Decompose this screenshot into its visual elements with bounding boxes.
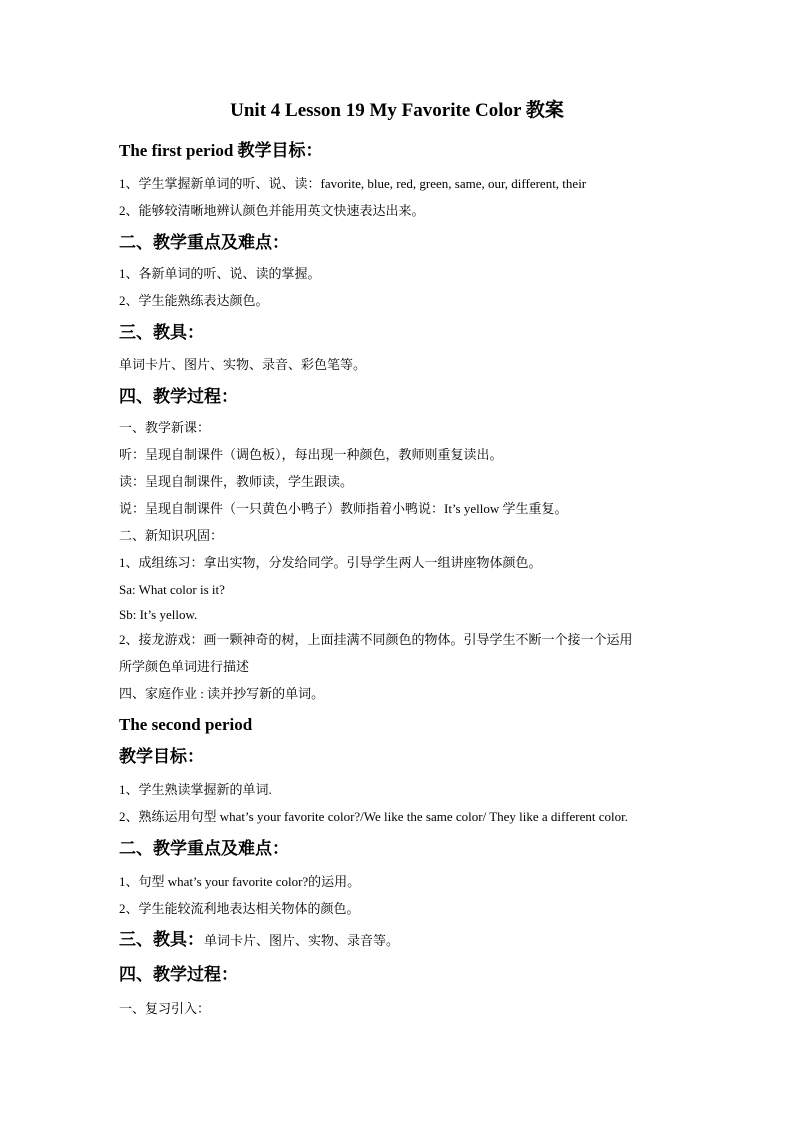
- second-period-heading: The second period: [119, 715, 253, 734]
- second-period-key-points-heading: 二、教学重点及难点：: [119, 839, 289, 858]
- consolidation-heading: 二、新知识巩固：: [119, 528, 224, 543]
- group-practice: 1、成组练习：拿出实物，分发给同学。引导学生两人一组讲座物体颜色。: [119, 555, 542, 570]
- first-period-key-point-2: 2、学生能熟练表达颜色。: [119, 293, 269, 308]
- second-period-process-heading: 四、教学过程：: [119, 965, 238, 984]
- dialogue-line-sb: Sb: It’s yellow.: [119, 607, 198, 622]
- listen-step: 听：呈现自制课件（调色板），每出现一种颜色，教师则重复读出。: [119, 447, 503, 462]
- first-period-tools-heading: 三、教具：: [119, 323, 204, 342]
- homework-line: 四、家庭作业 : 读并抄写新的单词。: [119, 686, 325, 701]
- first-period-goal-1: 1、学生掌握新单词的听、说、读：favorite, blue, red, green, same, our, different, their: [119, 176, 587, 191]
- chain-game-line-2: 所学颜色单词进行描述: [119, 659, 250, 674]
- first-period-tools-text: 单词卡片、图片、实物、录音、彩色笔等。: [119, 357, 367, 372]
- second-period-goal-2: 2、熟练运用句型 what’s your favorite color?/We like the same color/ They like a different color.: [119, 809, 628, 824]
- chain-game-line-1: 2、接龙游戏：画一颗神奇的树，上面挂满不同颜色的物体。引导学生不断一个接一个运用: [119, 632, 633, 647]
- second-period-tools-text: 单词卡片、图片、实物、录音等。: [204, 934, 400, 949]
- second-period-key-point-1: 1、句型 what’s your favorite color?的运用。: [119, 874, 361, 889]
- second-period-key-point-2: 2、学生能较流利地表达相关物体的颜色。: [119, 901, 360, 916]
- second-period-tools-heading: 三、教具：: [119, 930, 204, 950]
- first-period-process-heading: 四、教学过程：: [119, 387, 238, 406]
- review-intro-heading: 一、复习引入：: [119, 1001, 211, 1016]
- first-period-heading: The first period 教学目标：: [119, 141, 323, 160]
- read-step: 读：呈现自制课件，教师读，学生跟读。: [119, 474, 354, 489]
- document-title: Unit 4 Lesson 19 My Favorite Color 教案: [230, 100, 564, 121]
- second-period-goal-1: 1、学生熟读掌握新的单词.: [119, 782, 272, 797]
- second-period-tools-line: [119, 932, 399, 949]
- new-lesson-heading: 一、教学新课：: [119, 420, 211, 435]
- dialogue-line-sa: Sa: What color is it?: [119, 582, 225, 597]
- first-period-key-points-heading: 二、教学重点及难点：: [119, 233, 289, 252]
- first-period-key-point-1: 1、各新单词的听、说、读的掌握。: [119, 266, 321, 281]
- second-period-goal-heading: 教学目标：: [119, 747, 204, 766]
- speak-step: 说：呈现自制课件（一只黄色小鸭子）教师指着小鸭说：It’s yellow 学生重复。: [119, 501, 568, 516]
- first-period-goal-2: 2、能够较清晰地辨认颜色并能用英文快速表达出来。: [119, 203, 425, 218]
